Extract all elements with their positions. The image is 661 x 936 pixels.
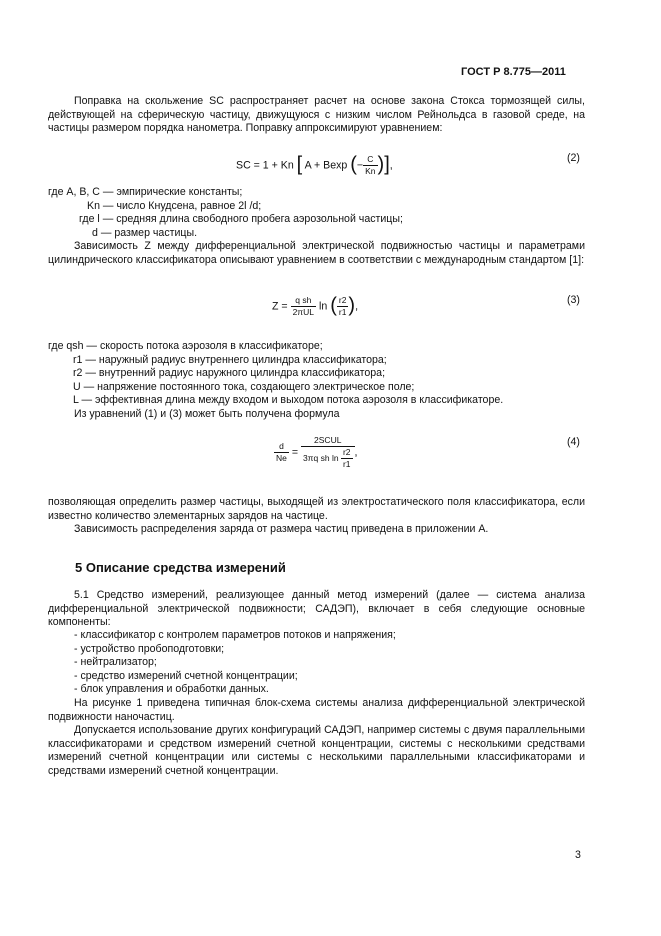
paragraph-particle-size: позволяющая определить размер частицы, выходящей из электростатического поля классификатора, если известно количество элементарных зарядов на частице.	[48, 496, 585, 522]
intro-paragraph: Поправка на скольжение SC распространяет расчет на основе закона Стокса тормозящей силы, действующей на сферическую частицу, движущуюся с низким числом Рейнольдса в газовой среде, на частицы размером порядка нанометра. Поправку аппроксимируют уравнением:	[48, 95, 585, 135]
formula-intro: Из уравнений (1) и (3) может быть получена формула	[74, 408, 340, 420]
list-item: - средство измерений счетной концентрации;	[74, 670, 298, 682]
eq4-number: (4)	[567, 436, 580, 448]
paragraph-5-1: 5.1 Средство измерений, реализующее данный метод измерений (далее — система анализа дифференциальной электрической подвижности; САДЭП), включает в себя следующие основные компоненты:	[48, 589, 585, 629]
def-d: d — размер частицы.	[92, 227, 198, 239]
eq3-lhs: Z =	[272, 300, 288, 313]
def-r2: r2 — внутренний радиус наружного цилиндра классификатора;	[73, 367, 386, 379]
paragraph-charge-distribution: Зависимость распределения заряда от размера частиц приведена в приложении А.	[74, 523, 489, 535]
list-item: - блок управления и обработки данных.	[74, 683, 269, 695]
section-5-title: 5 Описание средства измерений	[75, 560, 286, 575]
eq3-fraction: $\frac{\text{q sh}}{\text{2πUL}}$	[292, 295, 315, 317]
eq4-lhs-fraction: $\frac{d}{Ne}$	[276, 441, 287, 463]
def-l: где l — средняя длина свободного пробега аэрозольной частицы;	[79, 213, 403, 225]
paragraph-configurations: Допускается использование других конфигураций САДЭП, например системы с двумя параллельными классификаторами и средством измерений счетной концентрации, системы с несколькими средствами измерений счетной концентрации или системы с несколькими параллельными классификаторами и средствами измерений счетной концентрации.	[48, 724, 585, 777]
def-qsh: где qsh — скорость потока аэрозоля в классификаторе;	[48, 340, 323, 352]
list-item: - нейтрализатор;	[74, 656, 157, 668]
eq2-body: A + Bexp	[304, 159, 348, 172]
def-l-length: L — эффективная длина между входом и выходом потока аэрозоля в классификаторе.	[73, 394, 504, 406]
eq2-fraction: $\frac{C}{Kn}$	[365, 154, 376, 176]
paragraph-figure-ref: На рисунке 1 приведена типичная блок-схема системы анализа дифференциальной электрической подвижности наночастиц.	[48, 697, 585, 723]
eq2-bracket-open: [	[296, 153, 303, 176]
paragraph-z: Зависимость Z между дифференциальной электрической подвижностью частицы и параметрами цилиндрического классификатора описывают уравнением в соответствии с международным стандартом [1]:	[48, 240, 585, 266]
eq3-radius-ratio: $\frac{r2}{r1}$	[338, 295, 347, 317]
eq3-number: (3)	[567, 294, 580, 306]
eq2-number: (2)	[567, 152, 580, 164]
eq2-paren-close: )	[377, 153, 385, 176]
eq2-paren-open: (	[350, 153, 357, 176]
list-item: - устройство пробоподготовки;	[74, 643, 225, 655]
def-abc: где A, B, C — эмпирические константы;	[48, 186, 243, 198]
list-item: - классификатор с контролем параметров потоков и напряжения;	[74, 629, 396, 641]
equation-4: $\frac{d}{Ne}$ = 2SCUL 3πq sh ln $\frac{r2}{r1}$ ,	[276, 435, 358, 469]
document-header: ГОСТ Р 8.775—2011	[461, 66, 566, 78]
eq2-bracket-close: ]	[384, 153, 390, 176]
equation-3: Z = $\frac{\text{q sh}}{\text{2πUL}}$ ln ( $\frac{r2}{r1}$ ),	[272, 294, 359, 317]
def-kn: Kn — число Кнудсена, равное 2l /d;	[87, 200, 262, 212]
eq4-rhs-fraction: 2SCUL 3πq sh ln $\frac{r2}{r1}$	[301, 435, 355, 470]
eq3-ln: ln	[318, 300, 328, 313]
page-number: 3	[575, 849, 581, 861]
equation-2: SC = 1 + Kn [ A + Bexp (− $\frac{C}{Kn}$ )],	[236, 153, 393, 176]
eq2-lhs: SC = 1 + Kn	[236, 159, 294, 172]
def-u: U — напряжение постоянного тока, создающего электрическое поле;	[73, 381, 415, 393]
def-r1: r1 — наружный радиус внутреннего цилиндра классификатора;	[73, 354, 387, 366]
